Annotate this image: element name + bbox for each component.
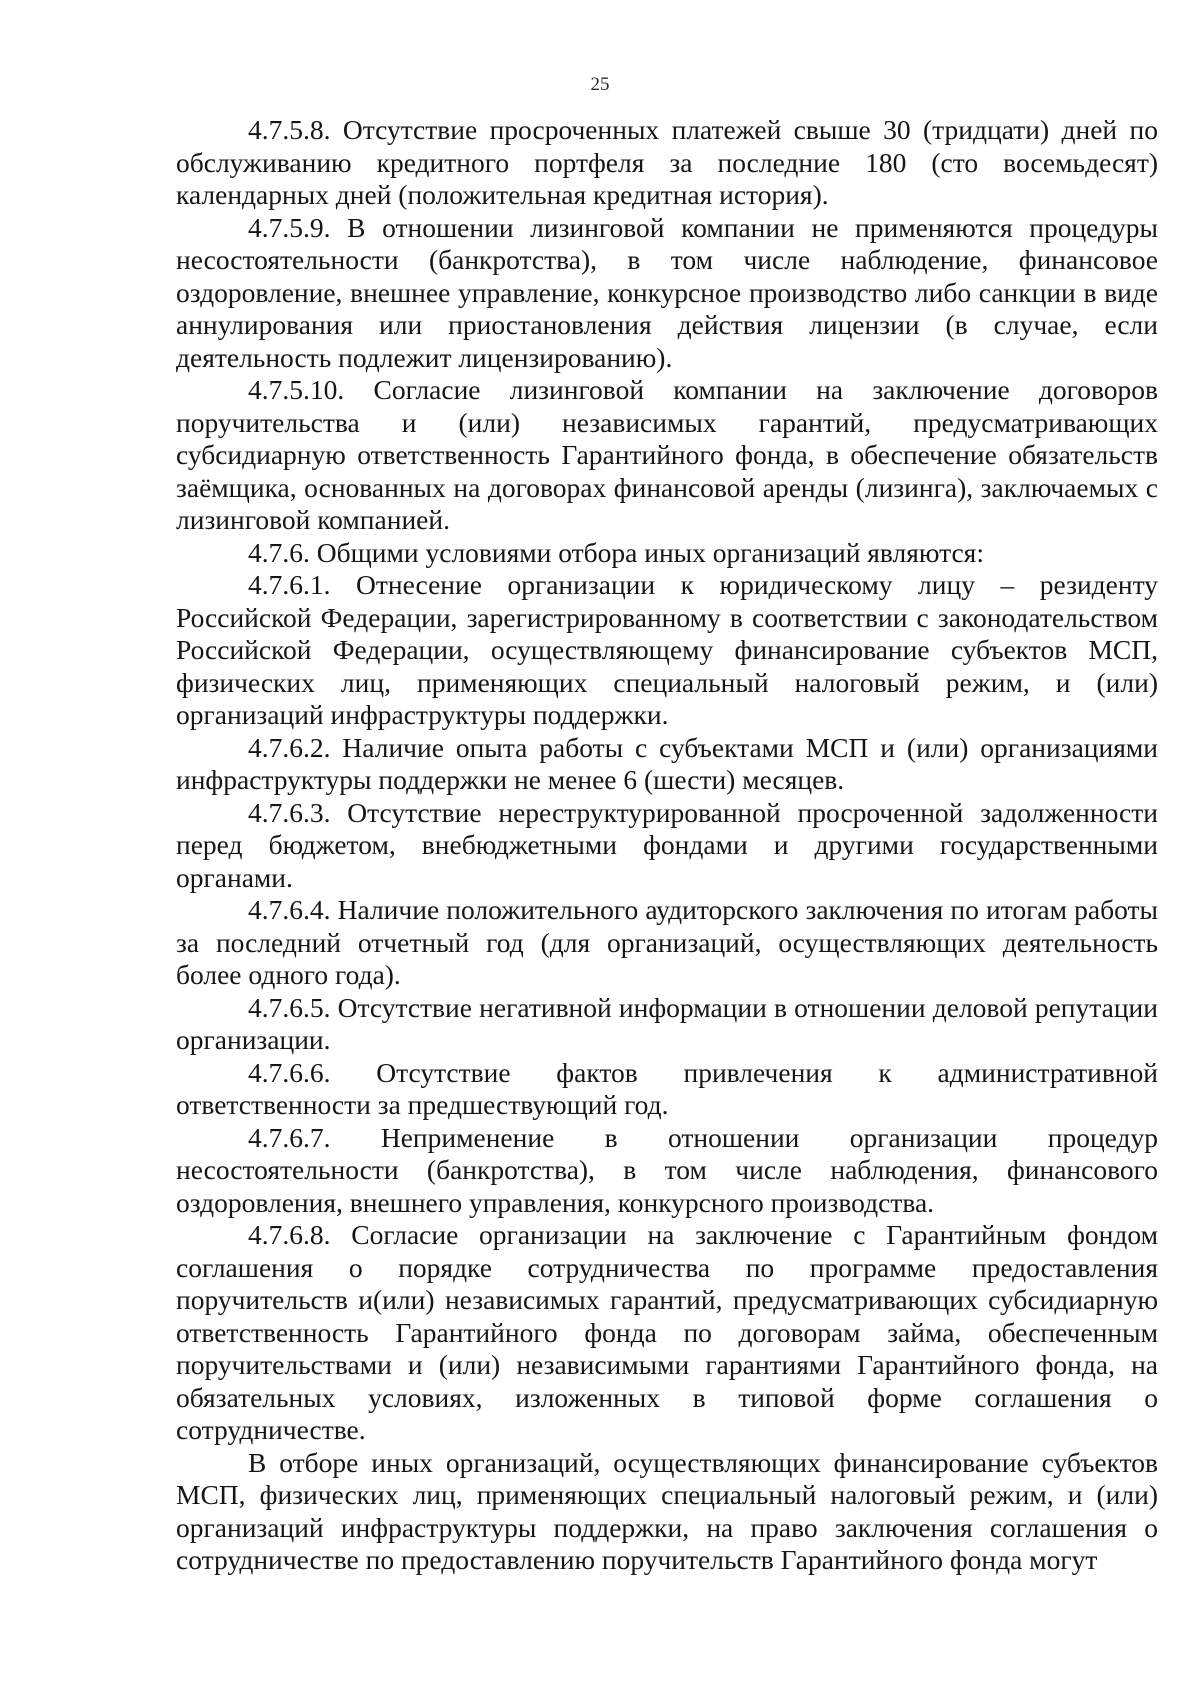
paragraph-4-7-5-9: 4.7.5.9. В отношении лизинговой компании не применяются процедуры несостоятельности (банкротства), в том числе наблюдение, финансовое оздоровление, внешнее управление, конкурсное производство либо санкции в виде аннулирования или приостановления действия лицензии (в случае, если деятельность подлежит лицензированию). (176, 211, 1158, 373)
paragraph-4-7-5-10: 4.7.5.10. Согласие лизинговой компании на заключение договоров поручительства и (или) независимых гарантий, предусматривающих субсидиарную ответственность Гарантийного фонда, в обеспечение обязательств заёмщика, основанных на договорах финансовой аренды (лизинга), заключаемых с лизинговой компанией. (176, 374, 1158, 535)
paragraph-4-7-6-6: 4.7.6.6. Отсутствие фактов привлечения к административной ответственности за предшествующий год. (176, 1056, 1158, 1120)
document-body (176, 114, 1158, 1577)
paragraph-4-7-6-8: 4.7.6.8. Согласие организации на заключение с Гарантийным фондом соглашения о порядке сотрудничества по программе предоставления поручительств и(или) независимых гарантий, предусматривающих субсидиарную ответственность Гарантийного фонда по договорам займа, обеспеченным поручительствами и (или) независимыми гарантиями Гарантийного фонда, на обязательных условиях, изложенных в типовой форме соглашения о сотрудничестве. (176, 1219, 1158, 1445)
paragraph-4-7-6-2: 4.7.6.2. Наличие опыта работы с субъектами МСП и (или) организациями инфраструктуры поддержки не менее 6 (шести) месяцев. (176, 731, 1158, 795)
paragraph-4-7-6: 4.7.6. Общими условиями отбора иных организаций являются: (248, 536, 984, 568)
paragraph-selection-participants: В отборе иных организаций, осуществляющих финансирование субъектов МСП, физических лиц, применяющих специальный налоговый режим, и (или) организаций инфраструктуры поддержки, на право заключения соглашения о сотрудничестве по предоставлению поручительств Гарантийного фонда могут (176, 1446, 1158, 1575)
paragraph-4-7-6-4: 4.7.6.4. Наличие положительного аудиторского заключения по итогам работы за последний отчетный год (для организаций, осуществляющих деятельность более одного года). (176, 894, 1158, 990)
paragraph-4-7-5-8: 4.7.5.8. Отсутствие просроченных платежей свыше 30 (тридцати) дней по обслуживанию кредитного портфеля за последние 180 (сто восемьдесят) календарных дней (положительная кредитная история). (176, 114, 1158, 210)
page-number: 25 (590, 74, 610, 95)
paragraph-4-7-6-1: 4.7.6.1. Отнесение организации к юридическому лицу – резиденту Российской Федерации, зарегистрированному в соответствии с законодательством Российской Федерации, осуществляющему финансирование субъектов МСП, физических лиц, применяющих специальный налоговый режим, и (или) организаций инфраструктуры поддержки. (176, 569, 1158, 730)
paragraph-4-7-6-7: 4.7.6.7. Неприменение в отношении организации процедур несостоятельности (банкротства), в том числе наблюдения, финансового оздоровления, внешнего управления, конкурсного производства. (176, 1121, 1158, 1218)
paragraph-4-7-6-5: 4.7.6.5. Отсутствие негативной информации в отношении деловой репутации организации. (176, 991, 1158, 1055)
paragraph-4-7-6-3: 4.7.6.3. Отсутствие нереструктурированной просроченной задолженности перед бюджетом, внебюджетными фондами и другими государственными органами. (176, 796, 1158, 893)
